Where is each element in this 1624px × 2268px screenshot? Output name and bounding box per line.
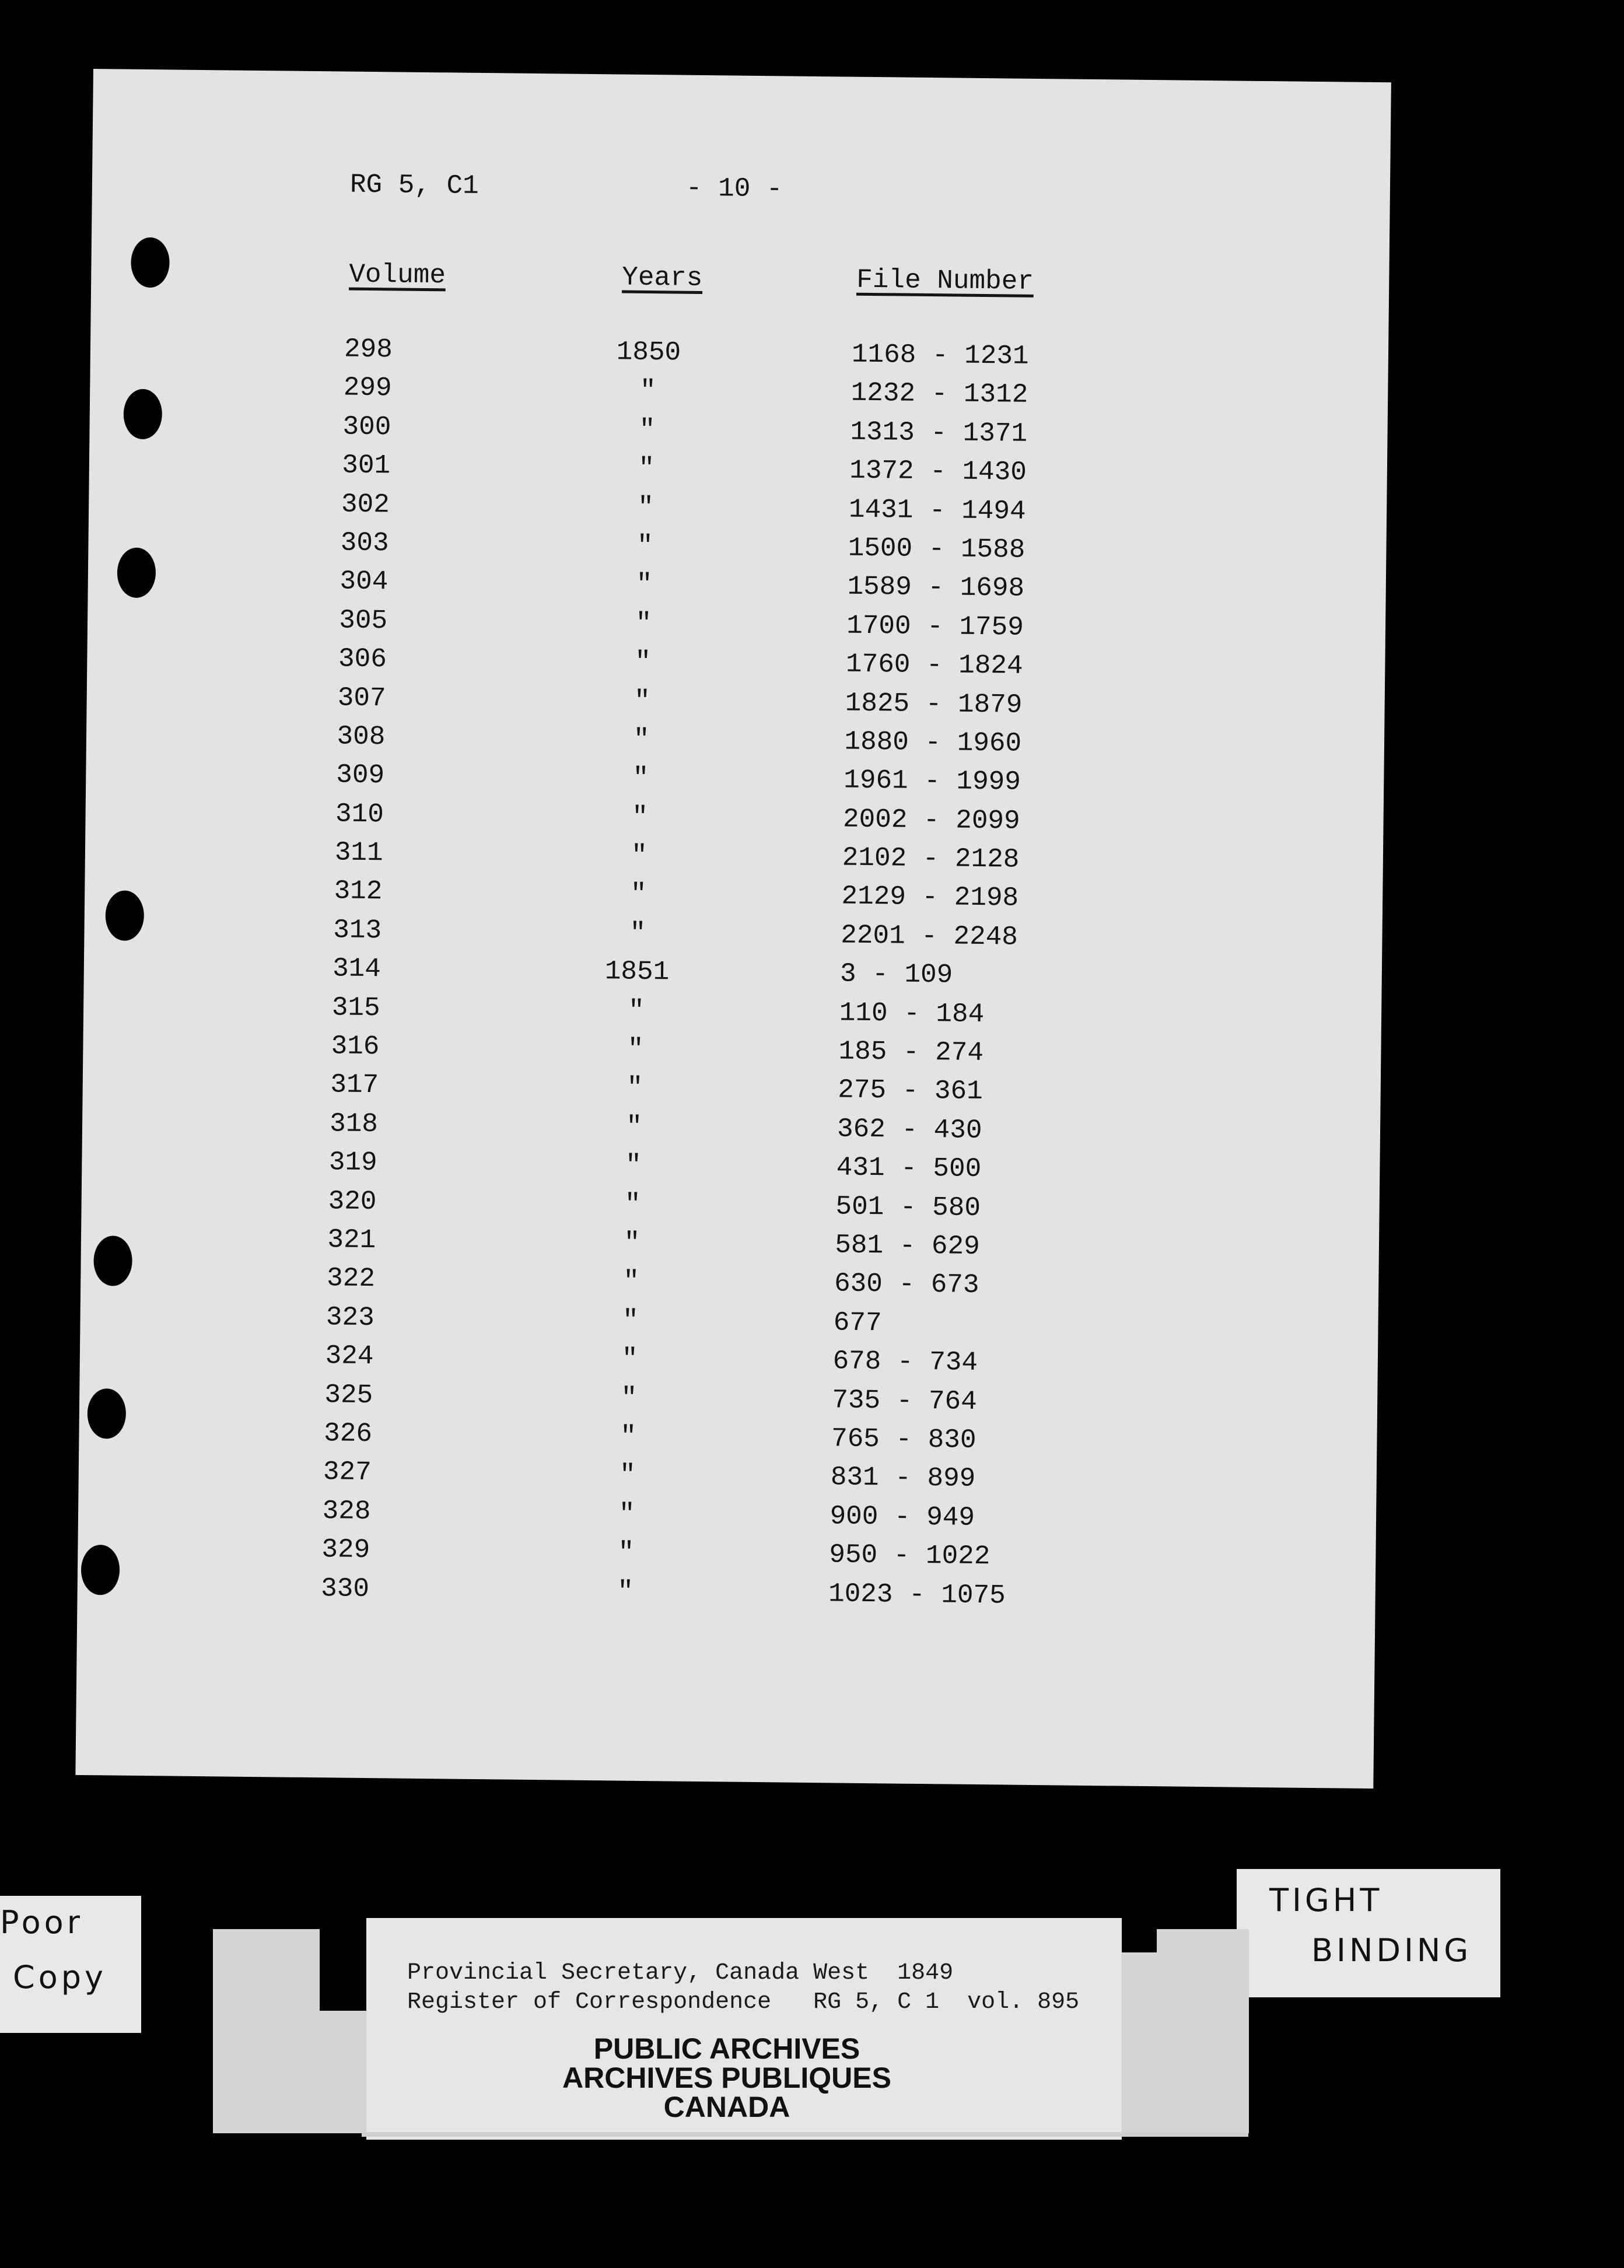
volume-heading: Volume bbox=[349, 259, 446, 291]
archive-name-en: PUBLIC ARCHIVES bbox=[593, 2032, 860, 2065]
volume-cell: 305 bbox=[339, 605, 388, 636]
file-number-cell: 1589 - 1698 bbox=[847, 571, 1025, 604]
file-number-cell: 1313 - 1371 bbox=[850, 416, 1028, 449]
volume-cell: 309 bbox=[336, 760, 385, 791]
file-number-cell: 677 bbox=[833, 1307, 882, 1339]
file-number-cell: 501 - 580 bbox=[835, 1191, 981, 1223]
poor-copy-line2: Copy bbox=[13, 1959, 107, 1996]
years-cell: " bbox=[621, 1382, 638, 1413]
years-cell: " bbox=[636, 569, 653, 600]
file-number-cell: 2002 - 2099 bbox=[842, 804, 1020, 836]
card-line-2: Register of Correspondence RG 5, C 1 vol. 895 bbox=[407, 1989, 1080, 2015]
volume-cell: 301 bbox=[341, 450, 391, 481]
years-cell: " bbox=[639, 414, 656, 445]
tight-binding-line1: TIGHT bbox=[1269, 1882, 1383, 1919]
years-cell: " bbox=[638, 453, 655, 484]
file-number-cell: 678 - 734 bbox=[832, 1346, 978, 1378]
years-cell: " bbox=[636, 530, 653, 562]
volume-cell: 312 bbox=[334, 876, 383, 907]
punch-hole bbox=[93, 1236, 132, 1286]
punch-hole bbox=[131, 237, 170, 288]
file-number-cell: 2129 - 2198 bbox=[841, 881, 1019, 914]
tight-binding-note bbox=[1237, 1869, 1500, 1997]
years-cell: " bbox=[631, 802, 649, 832]
years-cell: " bbox=[637, 492, 654, 523]
volume-cell: 314 bbox=[332, 953, 382, 985]
volume-cell: 310 bbox=[335, 799, 384, 830]
volume-cell: 328 bbox=[322, 1495, 371, 1527]
years-cell: " bbox=[618, 1499, 635, 1530]
file-number-cell: 431 - 500 bbox=[836, 1152, 982, 1185]
card-notch bbox=[320, 1929, 366, 2011]
years-cell: 1851 bbox=[604, 956, 670, 988]
volume-cell: 311 bbox=[334, 837, 383, 869]
file-number-cell: 275 - 361 bbox=[838, 1074, 984, 1107]
file-number-cell: 1760 - 1824 bbox=[845, 649, 1023, 681]
punch-hole bbox=[105, 890, 144, 941]
volume-cell: 307 bbox=[337, 682, 386, 713]
file-number-cell: 950 - 1022 bbox=[829, 1539, 991, 1572]
punch-hole bbox=[117, 547, 156, 598]
years-cell: " bbox=[625, 1111, 643, 1142]
years-cell: " bbox=[627, 1034, 644, 1065]
volume-cell: 324 bbox=[325, 1340, 374, 1372]
years-cell: " bbox=[624, 1189, 641, 1220]
years-cell: " bbox=[624, 1227, 640, 1258]
file-number-cell: 362 - 430 bbox=[836, 1114, 982, 1146]
file-number-cell: 1961 - 1999 bbox=[843, 765, 1021, 798]
volume-cell: 319 bbox=[328, 1147, 377, 1178]
years-cell: " bbox=[629, 918, 646, 949]
file-number-heading: File Number bbox=[856, 264, 1034, 297]
file-number-cell: 581 - 629 bbox=[835, 1230, 981, 1262]
years-cell: " bbox=[635, 608, 652, 639]
file-number-cell: 1431 - 1494 bbox=[848, 494, 1026, 527]
file-number-cell: 831 - 899 bbox=[830, 1462, 976, 1494]
years-cell: " bbox=[619, 1460, 636, 1491]
years-cell: " bbox=[634, 646, 652, 678]
years-cell: " bbox=[620, 1421, 637, 1452]
years-cell: " bbox=[626, 1073, 643, 1104]
volume-cell: 322 bbox=[326, 1263, 376, 1294]
volume-cell: 303 bbox=[340, 527, 389, 559]
years-cell: " bbox=[618, 1537, 635, 1568]
file-number-cell: 110 - 184 bbox=[839, 998, 985, 1030]
years-cell: " bbox=[621, 1343, 638, 1375]
file-number-cell: 630 - 673 bbox=[834, 1268, 979, 1301]
volume-cell: 326 bbox=[323, 1418, 373, 1450]
volume-cell: 330 bbox=[320, 1573, 370, 1604]
volume-cell: 329 bbox=[321, 1534, 370, 1566]
years-cell: " bbox=[632, 763, 649, 794]
archive-name-fr: ARCHIVES PUBLIQUES bbox=[562, 2062, 891, 2094]
volume-cell: 317 bbox=[330, 1069, 379, 1101]
volume-cell: 327 bbox=[323, 1457, 372, 1488]
volume-table bbox=[320, 334, 1161, 1620]
volume-cell: 300 bbox=[342, 411, 391, 443]
file-number-cell: 185 - 274 bbox=[838, 1036, 984, 1069]
file-number-cell: 1168 - 1231 bbox=[851, 339, 1029, 372]
card-notch bbox=[1122, 1929, 1157, 1952]
punch-hole bbox=[123, 389, 162, 440]
table-row bbox=[321, 1573, 1138, 1620]
volume-cell: 299 bbox=[343, 372, 392, 404]
years-cell: " bbox=[630, 879, 647, 910]
file-number-cell: 1372 - 1430 bbox=[849, 455, 1027, 488]
volume-cell: 316 bbox=[331, 1031, 380, 1062]
card-edge bbox=[362, 2132, 1248, 2137]
document-page bbox=[75, 69, 1391, 1788]
years-cell: 1850 bbox=[616, 337, 681, 368]
years-cell: " bbox=[628, 995, 645, 1026]
years-cell: " bbox=[622, 1305, 639, 1336]
file-number-cell: 900 - 949 bbox=[830, 1501, 975, 1533]
file-number-cell: 1825 - 1879 bbox=[845, 688, 1023, 720]
poor-copy-note bbox=[0, 1896, 141, 2033]
archive-country: CANADA bbox=[663, 2091, 790, 2123]
volume-cell: 304 bbox=[340, 566, 388, 597]
volume-cell: 320 bbox=[328, 1185, 377, 1217]
volume-cell: 313 bbox=[333, 915, 382, 946]
punch-hole bbox=[81, 1545, 120, 1595]
volume-cell: 325 bbox=[324, 1379, 373, 1410]
file-number-cell: 1500 - 1588 bbox=[848, 533, 1026, 565]
years-cell: " bbox=[623, 1266, 640, 1297]
card-line-1: Provincial Secretary, Canada West 1849 bbox=[407, 1960, 954, 1986]
years-heading: Years bbox=[622, 262, 703, 293]
page-number: - 10 - bbox=[685, 173, 783, 205]
volume-cell: 318 bbox=[329, 1108, 379, 1140]
file-number-cell: 1700 - 1759 bbox=[846, 610, 1024, 643]
years-cell: " bbox=[625, 1150, 642, 1181]
years-cell: " bbox=[634, 685, 650, 716]
file-number-cell: 2201 - 2248 bbox=[840, 920, 1019, 953]
years-cell: " bbox=[617, 1576, 634, 1607]
volume-cell: 298 bbox=[344, 334, 393, 365]
years-cell: " bbox=[631, 840, 648, 872]
poor-copy-line1: Poor bbox=[0, 1904, 83, 1941]
punch-hole bbox=[87, 1388, 126, 1439]
volume-cell: 315 bbox=[331, 992, 380, 1023]
volume-cell: 321 bbox=[327, 1224, 376, 1256]
volume-cell: 302 bbox=[341, 489, 390, 520]
tight-binding-line2: BINDING bbox=[1311, 1932, 1472, 1969]
reference-code: RG 5, C1 bbox=[349, 169, 480, 201]
file-number-cell: 1023 - 1075 bbox=[828, 1578, 1006, 1611]
volume-cell: 308 bbox=[337, 721, 386, 752]
years-cell: " bbox=[633, 724, 650, 755]
volume-cell: 323 bbox=[326, 1302, 374, 1333]
volume-cell: 306 bbox=[338, 643, 387, 675]
file-number-cell: 735 - 764 bbox=[832, 1384, 978, 1417]
file-number-cell: 765 - 830 bbox=[831, 1423, 977, 1455]
file-number-cell: 2102 - 2128 bbox=[842, 842, 1020, 875]
file-number-cell: 1880 - 1960 bbox=[844, 726, 1022, 759]
file-number-cell: 1232 - 1312 bbox=[850, 378, 1028, 411]
file-number-cell: 3 - 109 bbox=[839, 958, 953, 991]
years-cell: " bbox=[639, 376, 656, 407]
